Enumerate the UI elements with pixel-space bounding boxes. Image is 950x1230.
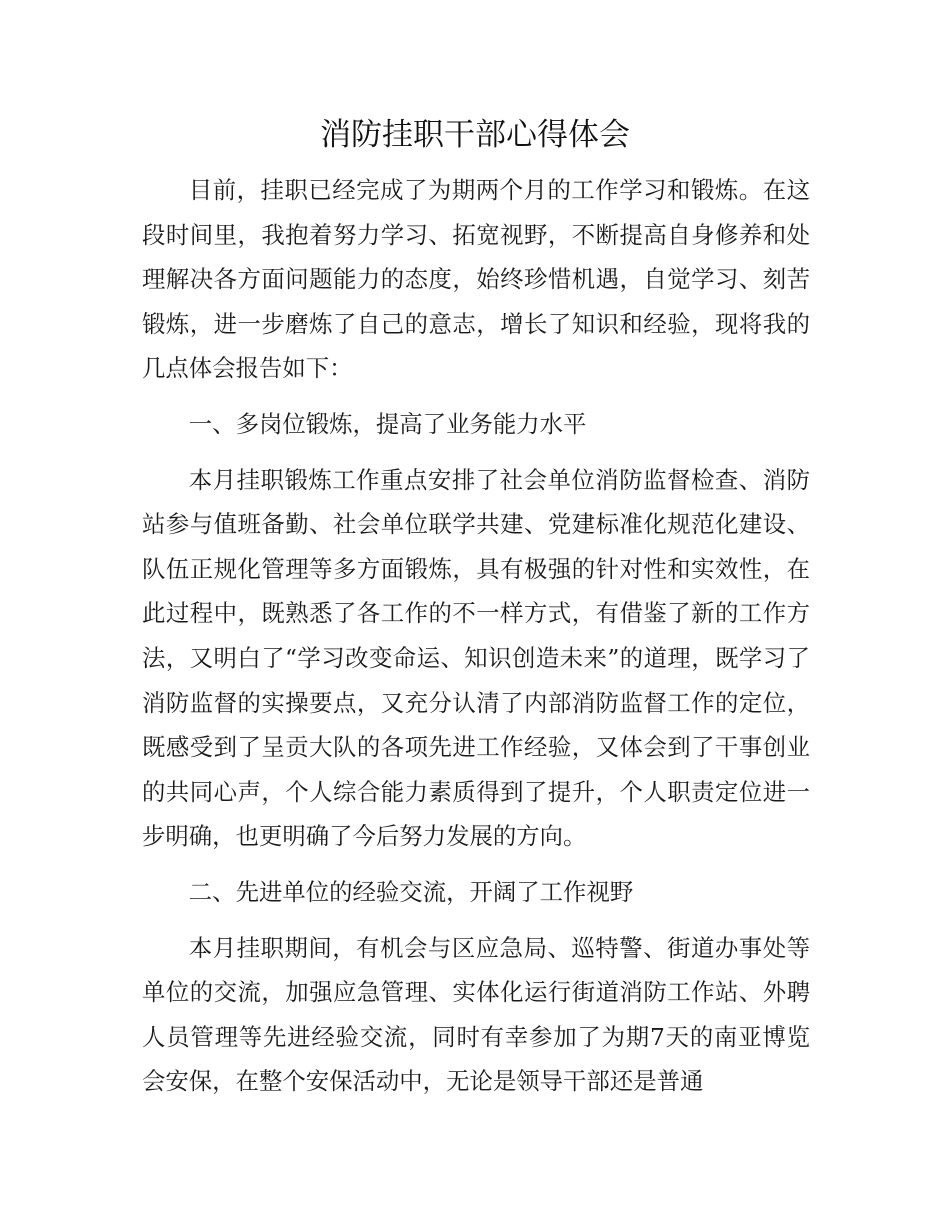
section-2-paragraph: 本月挂职期间，有机会与区应急局、巡特警、街道办事处等单位的交流，加强应急管理、实体化运行街道消防工作站、外聘人员管理等先进经验交流，同时有幸参加了为期7天的南亚博览会安保，在整个安保活动中，无论是领导干部还是普通 [142, 933, 810, 1096]
section-1-paragraph: 本月挂职锻炼工作重点安排了社会单位消防监督检查、消防站参与值班备勤、社会单位联学共建、党建标准化规范化建设、队伍正规化管理等多方面锻炼，具有极强的针对性和实效性，在此过程中，既熟悉了各工作的不一样方式，有借鉴了新的工作方法，又明白了“学习改变命运、知识创造未来”的道理，既学习了消防监督的实操要点，又充分认清了内部消防监督工作的定位，既感受到了呈贡大队的各项先进工作经验，又体会到了干事创业的共同心声，个人综合能力素质得到了提升，个人职责定位进一步明确，也更明确了今后努力发展的方向。 [142, 465, 810, 851]
document-body [142, 168, 810, 1115]
section-heading-2: 二、先进单位的经验交流，开阔了工作视野 [188, 877, 634, 906]
intro-paragraph: 目前，挂职已经完成了为期两个月的工作学习和锻炼。在这段时间里，我抱着努力学习、拓宽视野，不断提高自身修养和处理解决各方面问题能力的态度，始终珍惜机遇，自觉学习、刻苦锻炼，进一步磨炼了自己的意志，增长了知识和经验，现将我的几点体会报告如下： [142, 176, 810, 383]
document-title: 消防挂职干部心得体会 [320, 117, 630, 153]
section-heading-1: 一、多岗位锻炼，提高了业务能力水平 [188, 409, 587, 438]
